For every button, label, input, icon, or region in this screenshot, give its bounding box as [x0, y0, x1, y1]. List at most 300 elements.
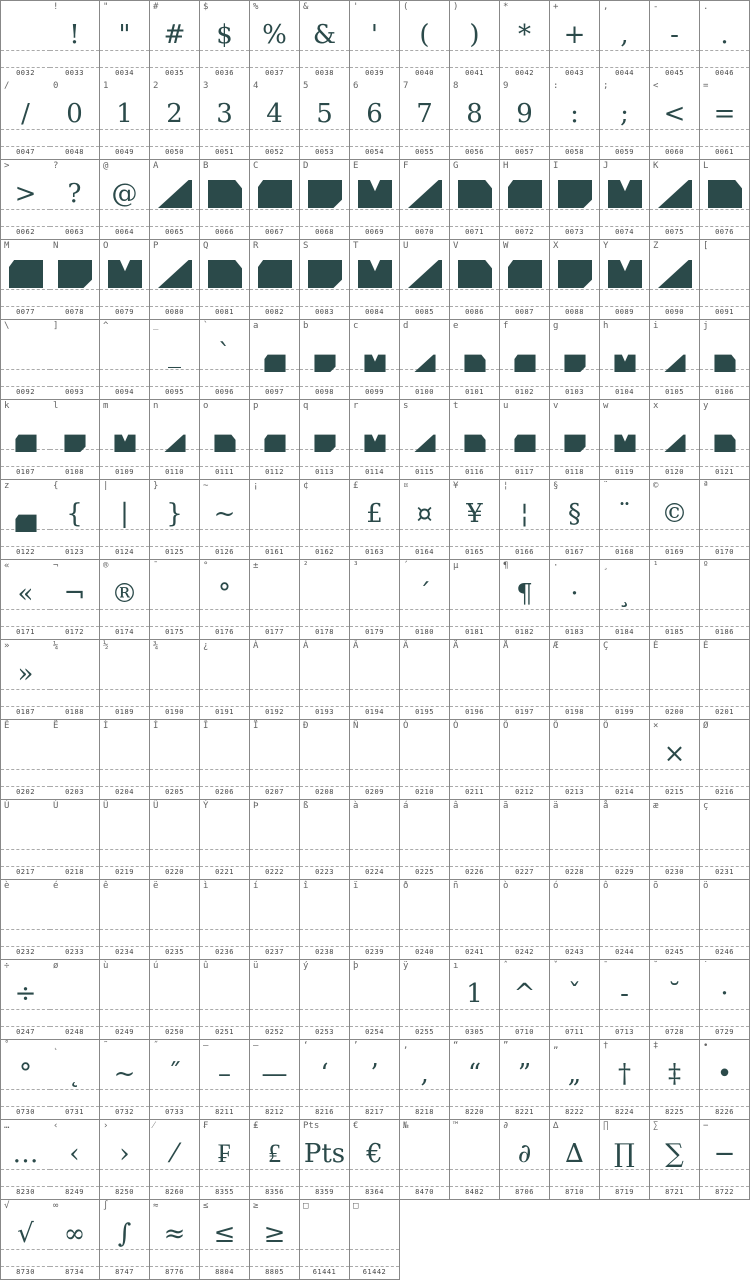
glyph-cell — [600, 560, 650, 640]
descender-guide — [1, 1186, 50, 1187]
descender-guide — [1, 146, 50, 147]
cell-char-label: l — [53, 401, 59, 411]
glyph-preview: ¦ — [520, 499, 529, 529]
cell-char-label: C — [253, 161, 259, 171]
char-code: 0077 — [16, 308, 35, 316]
glyph-preview — [250, 654, 299, 694]
cell-char-label: þ — [353, 961, 359, 971]
glyph-cell — [700, 240, 750, 320]
cell-char-label: 4 — [253, 81, 259, 91]
glyph-cell — [550, 640, 600, 720]
char-code: 0730 — [16, 1108, 35, 1116]
cell-char-label: Z — [653, 241, 659, 251]
descender-guide — [350, 866, 399, 867]
char-code: 0167 — [565, 548, 584, 556]
glyph-preview: - — [620, 979, 629, 1009]
glyph-preview: ¨ — [618, 499, 631, 529]
glyph-cell — [300, 240, 350, 320]
glyph-cell — [100, 800, 150, 880]
char-code: 0060 — [665, 148, 684, 156]
glyph-preview — [100, 254, 149, 294]
glyph-cell — [50, 1200, 100, 1280]
glyph-preview — [200, 894, 249, 934]
glyph-preview: 7 — [416, 99, 433, 129]
glyph-cell — [0, 400, 51, 480]
cell-char-label: ₣ — [203, 1121, 209, 1131]
char-code: 0219 — [115, 868, 134, 876]
cell-char-label: x — [653, 401, 659, 411]
cell-char-label: . — [703, 2, 709, 12]
glyph-cell — [300, 880, 350, 960]
glyph-cell — [150, 960, 200, 1040]
glyph-cell — [300, 720, 350, 800]
glyph-cell — [450, 480, 500, 560]
char-code: 0076 — [715, 228, 734, 236]
descender-guide — [650, 786, 699, 787]
glyph-cell — [650, 320, 700, 400]
char-code: 8719 — [615, 1188, 634, 1196]
char-code: 0229 — [615, 868, 634, 876]
cell-char-label: ¡ — [253, 481, 259, 491]
cell-char-label: ~ — [203, 481, 209, 491]
cell-char-label: ˙ — [703, 961, 709, 971]
glyph-cell — [400, 1040, 450, 1120]
glyph-preview — [100, 654, 149, 694]
cell-char-label: / — [4, 81, 10, 91]
glyph-preview: 6 — [366, 99, 383, 129]
glyph-cell — [150, 0, 200, 81]
descender-guide — [500, 226, 549, 227]
char-code: 0055 — [415, 148, 434, 156]
glyph-preview — [50, 414, 99, 454]
glyph-preview — [400, 654, 449, 694]
descender-guide — [250, 546, 299, 547]
glyph-cell — [700, 320, 750, 400]
char-code: 0123 — [65, 548, 84, 556]
cell-char-label: ; — [603, 81, 609, 91]
glyph-cell — [450, 560, 500, 640]
glyph-preview: § — [568, 499, 581, 529]
descender-guide — [450, 67, 499, 68]
glyph-preview — [450, 814, 499, 854]
cell-char-label: M — [4, 241, 10, 251]
cell-char-label: ï — [353, 881, 359, 891]
glyph-cell — [700, 480, 750, 560]
glyph-cell — [600, 320, 650, 400]
char-code: 61441 — [312, 1268, 337, 1276]
glyph-preview — [400, 974, 449, 1014]
glyph-preview — [300, 174, 349, 214]
char-code: 0109 — [115, 468, 134, 476]
glyph-preview — [700, 894, 749, 934]
cell-char-label: < — [653, 81, 659, 91]
descender-guide — [300, 786, 349, 787]
char-code: 0053 — [315, 148, 334, 156]
descender-guide — [650, 1186, 699, 1187]
char-code: 0210 — [415, 788, 434, 796]
glyph-cell — [350, 160, 400, 240]
glyph-preview: ‡ — [668, 1059, 681, 1089]
descender-guide — [450, 466, 499, 467]
descender-guide — [50, 546, 99, 547]
cell-char-label: ₤ — [253, 1121, 259, 1131]
glyph-preview: ∑ — [665, 1139, 684, 1169]
glyph-preview — [100, 974, 149, 1014]
char-code: 0054 — [365, 148, 384, 156]
glyph-preview — [250, 974, 299, 1014]
glyph-cell — [200, 480, 250, 560]
glyph-preview — [150, 654, 199, 694]
glyph-preview — [650, 334, 699, 374]
glyph-preview: – — [218, 1059, 231, 1089]
cell-char-label: - — [653, 2, 659, 12]
char-code: 0235 — [165, 948, 184, 956]
cell-char-label: ÷ — [4, 961, 10, 971]
char-code: 0180 — [415, 628, 434, 636]
glyph-cell — [550, 960, 600, 1040]
char-code: 0164 — [415, 548, 434, 556]
char-code: 0065 — [165, 228, 184, 236]
glyph-preview: ≈ — [163, 1219, 186, 1249]
glyph-preview — [400, 734, 449, 774]
glyph-cell — [150, 80, 200, 160]
glyph-preview — [550, 414, 599, 454]
glyph-preview: Pts — [303, 1139, 346, 1169]
cell-char-label: › — [103, 1121, 109, 1131]
descender-guide — [350, 1186, 399, 1187]
descender-guide — [450, 706, 499, 707]
descender-guide — [500, 786, 549, 787]
descender-guide — [650, 866, 699, 867]
glyph-preview — [100, 894, 149, 934]
descender-guide — [650, 386, 699, 387]
cell-char-label: \ — [4, 321, 10, 331]
glyph-cell — [150, 480, 200, 560]
char-code: 0083 — [315, 308, 334, 316]
descender-guide — [1, 1026, 50, 1027]
glyph-cell — [600, 480, 650, 560]
char-code: 0168 — [615, 548, 634, 556]
glyph-preview: € — [366, 1139, 383, 1169]
char-code: 0177 — [265, 628, 284, 636]
glyph-cell — [500, 960, 550, 1040]
glyph-preview — [550, 734, 599, 774]
glyph-cell — [650, 560, 700, 640]
glyph-preview — [1, 814, 50, 854]
glyph-cell — [600, 880, 650, 960]
descender-guide — [1, 626, 50, 627]
descender-guide — [50, 1026, 99, 1027]
cell-char-label: ¬ — [53, 561, 59, 571]
char-code: 8249 — [65, 1188, 84, 1196]
descender-guide — [650, 626, 699, 627]
glyph-cell — [150, 240, 200, 320]
char-code: 0175 — [165, 628, 184, 636]
descender-guide — [300, 466, 349, 467]
cell-char-label: ≥ — [253, 1201, 259, 1211]
char-code: 0305 — [465, 1028, 484, 1036]
glyph-preview — [450, 654, 499, 694]
descender-guide — [550, 466, 599, 467]
descender-guide — [150, 306, 199, 307]
glyph-preview — [500, 814, 549, 854]
glyph-preview — [650, 574, 699, 614]
glyph-cell — [50, 80, 100, 160]
char-code: 0245 — [665, 948, 684, 956]
cell-char-label: æ — [653, 801, 659, 811]
glyph-preview — [1, 334, 50, 374]
char-code: 0098 — [315, 388, 334, 396]
glyph-preview — [600, 174, 649, 214]
char-code: 0094 — [115, 388, 134, 396]
glyph-preview — [1, 414, 50, 454]
glyph-cell — [100, 1040, 150, 1120]
char-code: 0081 — [215, 308, 234, 316]
char-code: 0105 — [665, 388, 684, 396]
glyph-preview — [250, 574, 299, 614]
descender-guide — [500, 1186, 549, 1187]
cell-char-label: ? — [53, 161, 59, 171]
glyph-cell — [300, 960, 350, 1040]
char-code: 0198 — [565, 708, 584, 716]
descender-guide — [500, 306, 549, 307]
cell-char-label: * — [503, 2, 509, 12]
descender-guide — [250, 946, 299, 947]
char-code: 8710 — [565, 1188, 584, 1196]
glyph-preview: • — [716, 1059, 733, 1089]
descender-guide — [600, 706, 649, 707]
glyph-cell — [700, 640, 750, 720]
glyph-cell — [150, 720, 200, 800]
glyph-preview — [550, 654, 599, 694]
descender-guide — [500, 1106, 549, 1107]
descender-guide — [250, 67, 299, 68]
char-code: 0207 — [265, 788, 284, 796]
char-code: 0187 — [16, 708, 35, 716]
glyph-cell — [250, 400, 300, 480]
glyph-preview: ÷ — [14, 979, 37, 1009]
glyph-cell — [250, 320, 300, 400]
glyph-preview: ” — [517, 1059, 532, 1089]
glyph-cell — [200, 720, 250, 800]
cell-char-label: j — [703, 321, 709, 331]
descender-guide — [250, 866, 299, 867]
glyph-cell — [700, 1120, 750, 1200]
descender-guide — [100, 866, 149, 867]
glyph-cell — [250, 240, 300, 320]
cell-char-label: b — [303, 321, 309, 331]
descender-guide — [300, 1266, 349, 1267]
glyph-preview — [300, 1214, 349, 1254]
glyph-cell — [0, 560, 51, 640]
char-code: 0089 — [615, 308, 634, 316]
glyph-cell — [100, 1120, 150, 1200]
glyph-cell — [200, 1040, 250, 1120]
glyph-preview — [700, 814, 749, 854]
glyph-preview: £ — [366, 499, 383, 529]
char-code: 8260 — [165, 1188, 184, 1196]
cell-char-label: ä — [553, 801, 559, 811]
cell-char-label: ê — [103, 881, 109, 891]
descender-guide — [350, 386, 399, 387]
char-code: 0197 — [515, 708, 534, 716]
glyph-cell — [200, 240, 250, 320]
glyph-preview — [350, 414, 399, 454]
glyph-cell — [450, 720, 500, 800]
cell-char-label: p — [253, 401, 259, 411]
cell-char-label: ) — [453, 2, 459, 12]
glyph-cell — [50, 1040, 100, 1120]
glyph-preview — [100, 334, 149, 374]
glyph-preview: : — [570, 99, 579, 129]
char-code: 0190 — [165, 708, 184, 716]
descender-guide — [700, 946, 749, 947]
glyph-preview — [350, 1214, 399, 1254]
descender-guide — [300, 706, 349, 707]
glyph-preview — [500, 654, 549, 694]
glyph-preview: 8 — [466, 99, 483, 129]
glyph-cell — [300, 480, 350, 560]
glyph-preview — [50, 254, 99, 294]
glyph-cell — [650, 160, 700, 240]
cell-char-label: © — [653, 481, 659, 491]
glyph-cell — [500, 320, 550, 400]
descender-guide — [650, 67, 699, 68]
glyph-cell — [350, 480, 400, 560]
cell-char-label: k — [4, 401, 10, 411]
descender-guide — [300, 866, 349, 867]
glyph-cell — [300, 80, 350, 160]
descender-guide — [400, 386, 449, 387]
descender-guide — [600, 466, 649, 467]
glyph-cell — [300, 1120, 350, 1200]
descender-guide — [1, 306, 50, 307]
glyph-preview — [450, 254, 499, 294]
glyph-preview — [150, 254, 199, 294]
descender-guide — [600, 546, 649, 547]
glyph-cell — [300, 560, 350, 640]
glyph-cell — [250, 880, 300, 960]
char-code: 0049 — [115, 148, 134, 156]
cell-char-label: ’ — [353, 1041, 359, 1051]
glyph-cell — [0, 1200, 51, 1280]
glyph-preview: ¸ — [618, 579, 631, 609]
glyph-preview — [250, 334, 299, 374]
cell-char-label: ² — [303, 561, 309, 571]
glyph-preview: $ — [216, 20, 233, 50]
cell-char-label: v — [553, 401, 559, 411]
char-code: 0189 — [115, 708, 134, 716]
descender-guide — [700, 67, 749, 68]
char-code: 0093 — [65, 388, 84, 396]
cell-char-label: Q — [203, 241, 209, 251]
descender-guide — [550, 1186, 599, 1187]
glyph-cell — [200, 0, 250, 81]
descender-guide — [500, 466, 549, 467]
glyph-preview: ˘ — [668, 979, 681, 1009]
glyph-preview — [50, 894, 99, 934]
glyph-preview — [500, 414, 549, 454]
char-code: 0191 — [215, 708, 234, 716]
cell-char-label: õ — [653, 881, 659, 891]
cell-char-label: û — [203, 961, 209, 971]
cell-char-label: e — [453, 321, 459, 331]
descender-guide — [100, 67, 149, 68]
glyph-preview: & — [312, 20, 337, 50]
char-code: 0250 — [165, 1028, 184, 1036]
glyph-preview — [650, 654, 699, 694]
cell-char-label: B — [203, 161, 209, 171]
glyph-preview: / — [21, 99, 30, 129]
glyph-preview — [700, 574, 749, 614]
char-code: 0202 — [16, 788, 35, 796]
glyph-cell — [400, 400, 450, 480]
cell-char-label: J — [603, 161, 609, 171]
glyph-preview: ∞ — [63, 1219, 86, 1249]
glyph-preview — [350, 894, 399, 934]
glyph-cell — [250, 800, 300, 880]
glyph-preview — [350, 734, 399, 774]
cell-char-label: ÿ — [403, 961, 409, 971]
glyph-preview — [500, 894, 549, 934]
descender-guide — [600, 866, 649, 867]
cell-char-label: ó — [553, 881, 559, 891]
cell-char-label: Ò — [403, 721, 409, 731]
char-code: 0220 — [165, 868, 184, 876]
glyph-cell — [700, 80, 750, 160]
cell-char-label: > — [4, 161, 10, 171]
descender-guide — [400, 786, 449, 787]
descender-guide — [50, 626, 99, 627]
cell-char-label: d — [403, 321, 409, 331]
glyph-cell — [400, 160, 450, 240]
glyph-cell — [200, 960, 250, 1040]
descender-guide — [200, 386, 249, 387]
descender-guide — [700, 1106, 749, 1107]
glyph-cell — [450, 0, 500, 81]
descender-guide — [700, 466, 749, 467]
glyph-cell — [400, 320, 450, 400]
char-code: 0179 — [365, 628, 384, 636]
glyph-cell — [150, 800, 200, 880]
cell-char-label: 9 — [503, 81, 509, 91]
cell-char-label: ´ — [403, 561, 409, 571]
glyph-cell — [450, 400, 500, 480]
cell-char-label: ≈ — [153, 1201, 159, 1211]
descender-guide — [350, 67, 399, 68]
glyph-preview: ~ — [213, 499, 236, 529]
char-code: 0181 — [465, 628, 484, 636]
char-code: 0731 — [65, 1108, 84, 1116]
descender-guide — [600, 786, 649, 787]
char-code: 8212 — [265, 1108, 284, 1116]
cell-char-label: ½ — [103, 641, 109, 651]
char-code: 0035 — [165, 69, 184, 77]
glyph-cell — [550, 400, 600, 480]
glyph-preview — [250, 174, 299, 214]
cell-char-label: E — [353, 161, 359, 171]
glyph-cell — [0, 880, 51, 960]
char-code: 8230 — [16, 1188, 35, 1196]
glyph-preview — [300, 814, 349, 854]
glyph-preview — [300, 654, 349, 694]
char-code: 0070 — [415, 228, 434, 236]
descender-guide — [550, 626, 599, 627]
glyph-cell — [150, 320, 200, 400]
cell-char-label: é — [53, 881, 59, 891]
descender-guide — [1, 706, 50, 707]
cell-char-label: ˚ — [4, 1041, 10, 1051]
